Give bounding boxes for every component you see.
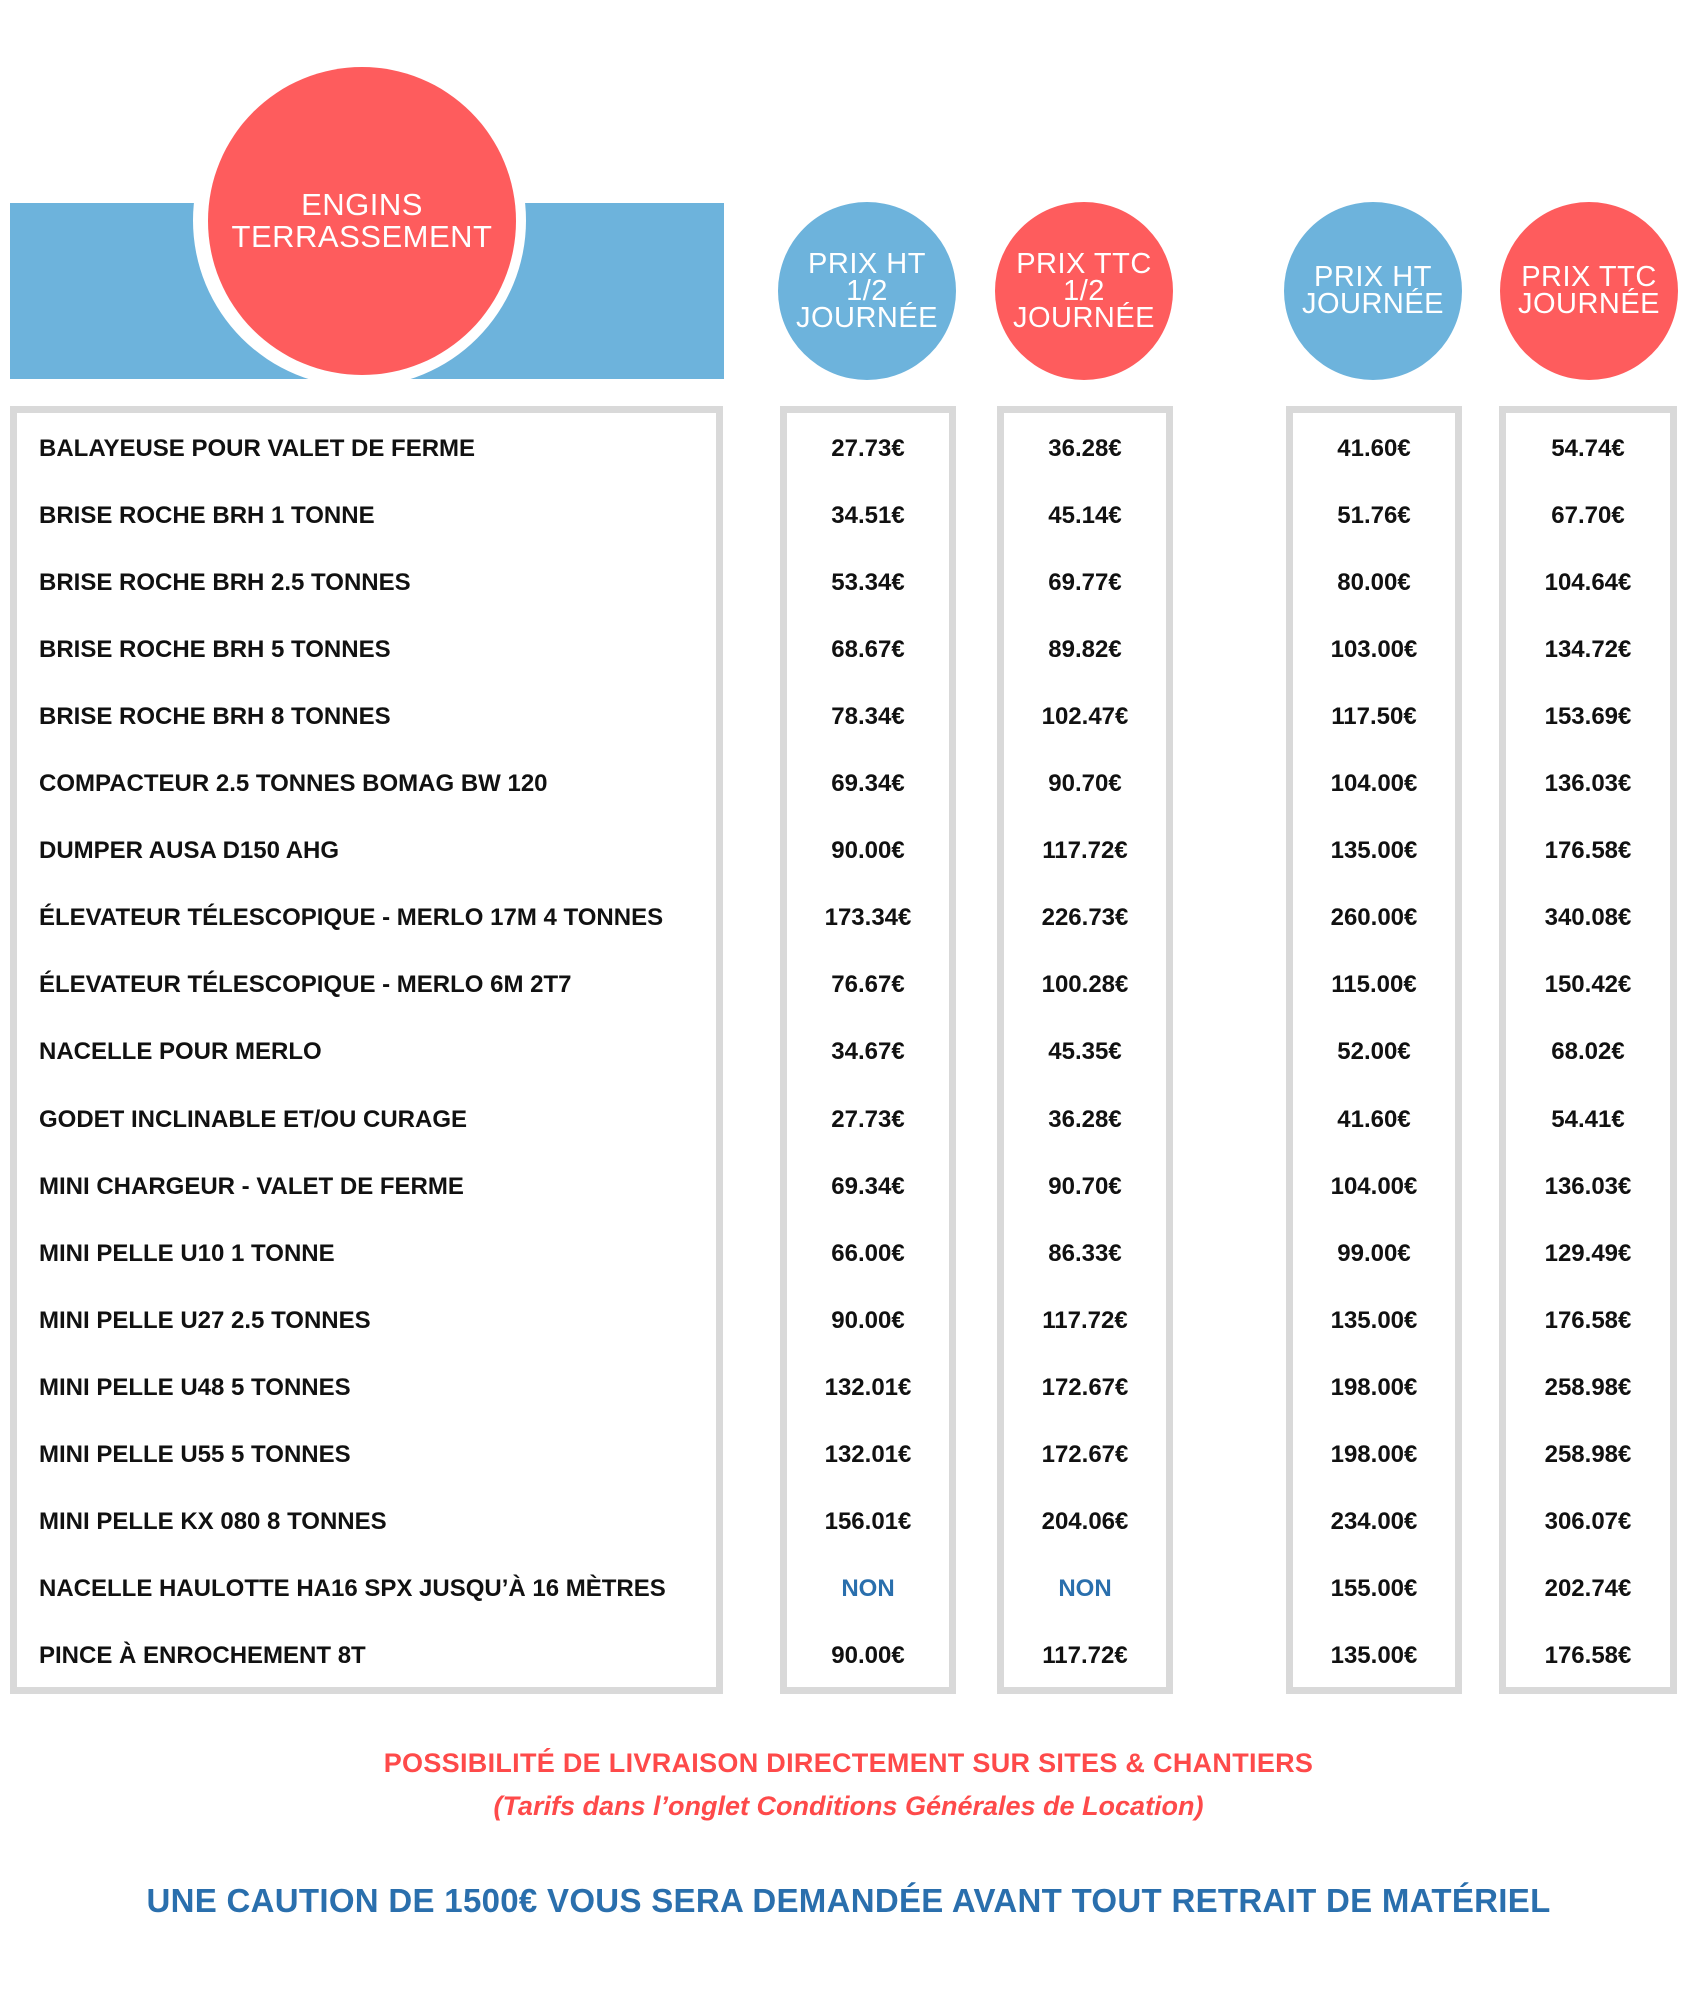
equipment-name: GODET INCLINABLE ET/OU CURAGE xyxy=(39,1105,468,1133)
price-ttc-day: 68.02€ xyxy=(1551,1038,1625,1066)
equipment-name: ÉLEVATEUR TÉLESCOPIQUE - MERLO 6M 2T7 xyxy=(39,971,572,999)
header-prix-ht-demi-journee xyxy=(778,202,956,380)
price-ttc-day: 202.74€ xyxy=(1544,1574,1632,1602)
price-ttc-day: 258.98€ xyxy=(1544,1440,1632,1468)
price-ttc-day: 67.70€ xyxy=(1551,502,1625,530)
price-ht-half-day: 34.67€ xyxy=(831,1038,905,1066)
price-ht-day: 260.00€ xyxy=(1330,904,1418,932)
price-ht-half-day: 68.67€ xyxy=(831,636,905,664)
price-ttc-day: 129.49€ xyxy=(1544,1239,1632,1267)
price-ht-day: 135.00€ xyxy=(1330,837,1418,865)
equipment-name: MINI PELLE U48 5 TONNES xyxy=(39,1373,351,1401)
equipment-name: BRISE ROCHE BRH 5 TONNES xyxy=(39,636,391,664)
equipment-name: MINI PELLE U27 2.5 TONNES xyxy=(39,1306,371,1334)
price-ttc-half-day: 89.82€ xyxy=(1048,636,1122,664)
price-ht-day-column xyxy=(1286,406,1462,1694)
price-ht-half-day: 90.00€ xyxy=(831,1306,905,1334)
price-ttc-day: 54.41€ xyxy=(1551,1105,1625,1133)
header-prix-ttc-journee xyxy=(1500,202,1678,380)
equipment-name: MINI CHARGEUR - VALET DE FERME xyxy=(39,1172,464,1200)
header-line: PRIX TTC xyxy=(1016,247,1152,280)
price-ttc-half-day: 204.06€ xyxy=(1041,1507,1129,1535)
equipment-name: MINI PELLE U10 1 TONNE xyxy=(39,1239,335,1267)
price-ttc-half-day: 172.67€ xyxy=(1041,1373,1129,1401)
equipment-name: ÉLEVATEUR TÉLESCOPIQUE - MERLO 17M 4 TONNES xyxy=(39,904,664,932)
header-line: JOURNÉE xyxy=(795,301,939,334)
title-inner xyxy=(208,67,516,375)
price-ttc-day: 136.03€ xyxy=(1544,770,1632,798)
price-ttc-day: 104.64€ xyxy=(1544,569,1632,597)
title-line-2: TERRASSEMENT xyxy=(231,219,493,254)
header-line: PRIX HT xyxy=(808,247,926,280)
price-ttc-day: 340.08€ xyxy=(1544,904,1632,932)
price-ht-day: 117.50€ xyxy=(1331,703,1417,731)
price-ht-half-day: 173.34€ xyxy=(824,904,912,932)
equipment-name: NACELLE POUR MERLO xyxy=(39,1038,322,1066)
price-ht-day: 198.00€ xyxy=(1330,1373,1418,1401)
price-ttc-day: 54.74€ xyxy=(1551,435,1625,462)
price-ht-half-day: 90.00€ xyxy=(831,1641,905,1669)
price-ht-day: 103.00€ xyxy=(1330,636,1418,664)
header-line: JOURNÉE xyxy=(1012,301,1156,334)
price-ht-day: 198.00€ xyxy=(1330,1440,1418,1468)
price-ttc-day: 153.69€ xyxy=(1544,703,1632,731)
deposit-notice: UNE CAUTION DE 1500€ VOUS SERA DEMANDÉE AVANT TOUT RETRAIT DE MATÉRIEL xyxy=(146,1882,1551,1919)
price-ttc-half-day: 90.70€ xyxy=(1048,770,1122,798)
price-ttc-half-day: 100.28€ xyxy=(1041,971,1129,999)
price-ht-half-day-column xyxy=(780,406,956,1694)
price-ht-half-day: 66.00€ xyxy=(831,1239,905,1267)
price-ht-day: 115.00€ xyxy=(1331,971,1417,999)
price-ht-day: 80.00€ xyxy=(1337,569,1411,597)
title-badge xyxy=(193,54,526,387)
header-line: JOURNÉE xyxy=(1517,288,1661,320)
delivery-terms-note: (Tarifs dans l’onglet Conditions Générales de Location) xyxy=(493,1791,1204,1821)
price-ttc-half-day: 45.35€ xyxy=(1048,1038,1122,1066)
price-ht-day: 41.60€ xyxy=(1337,1105,1411,1133)
price-ttc-half-day: 86.33€ xyxy=(1048,1239,1122,1267)
price-ht-half-day: 34.51€ xyxy=(831,502,905,530)
price-ht-day: 155.00€ xyxy=(1330,1574,1418,1602)
price-ht-half-day: 132.01€ xyxy=(824,1373,912,1401)
price-ttc-day: 150.42€ xyxy=(1544,971,1632,999)
price-ttc-half-day: 36.28€ xyxy=(1048,435,1122,462)
price-ttc-half-day: 90.70€ xyxy=(1048,1172,1122,1200)
price-ht-half-day: 27.73€ xyxy=(831,1105,905,1133)
delivery-notice: POSSIBILITÉ DE LIVRAISON DIRECTEMENT SUR SITES & CHANTIERS xyxy=(383,1748,1314,1778)
price-ht-half-day: 69.34€ xyxy=(831,1172,905,1200)
header-line: JOURNÉE xyxy=(1301,288,1445,320)
header-line: PRIX TTC xyxy=(1521,261,1657,293)
equipment-name: MINI PELLE U55 5 TONNES xyxy=(39,1440,351,1468)
price-ttc-half-day: 117.72€ xyxy=(1042,1306,1128,1334)
price-ttc-day: 176.58€ xyxy=(1544,1306,1632,1334)
equipment-name: PINCE À ENROCHEMENT 8T xyxy=(39,1641,366,1669)
price-ttc-half-day-column xyxy=(997,406,1173,1694)
price-ttc-half-day: NON xyxy=(1058,1574,1112,1602)
equipment-name: COMPACTEUR 2.5 TONNES BOMAG BW 120 xyxy=(39,770,548,798)
price-ht-half-day: 132.01€ xyxy=(824,1440,912,1468)
price-ht-day: 51.76€ xyxy=(1337,502,1411,530)
price-ttc-day: 134.72€ xyxy=(1544,636,1632,664)
equipment-name: DUMPER AUSA D150 AHG xyxy=(39,837,340,865)
equipment-name: BRISE ROCHE BRH 8 TONNES xyxy=(39,703,391,731)
price-ttc-day-column xyxy=(1499,406,1677,1694)
price-ht-day: 104.00€ xyxy=(1330,770,1418,798)
price-ht-half-day: NON xyxy=(841,1574,895,1602)
price-ht-half-day: 90.00€ xyxy=(831,837,905,865)
header-line: PRIX HT xyxy=(1314,261,1432,293)
price-ttc-half-day: 117.72€ xyxy=(1042,837,1128,865)
price-ht-half-day: 78.34€ xyxy=(831,703,905,731)
price-ht-day: 52.00€ xyxy=(1337,1038,1411,1066)
price-ht-day: 104.00€ xyxy=(1330,1172,1418,1200)
equipment-name: BRISE ROCHE BRH 1 TONNE xyxy=(39,502,375,530)
header-prix-ttc-demi-journee xyxy=(995,202,1173,380)
price-ttc-half-day: 69.77€ xyxy=(1048,569,1122,597)
price-ttc-half-day: 102.47€ xyxy=(1041,703,1129,731)
price-ttc-day: 258.98€ xyxy=(1544,1373,1632,1401)
price-ht-half-day: 76.67€ xyxy=(831,971,905,999)
title-line-1: ENGINS xyxy=(301,187,423,222)
price-ttc-half-day: 226.73€ xyxy=(1041,904,1129,932)
price-ht-day: 234.00€ xyxy=(1330,1507,1418,1535)
price-ttc-half-day: 117.72€ xyxy=(1042,1641,1128,1669)
equipment-name: MINI PELLE KX 080 8 TONNES xyxy=(39,1507,387,1535)
header-prix-ht-journee xyxy=(1284,202,1462,380)
header-line: 1/2 xyxy=(1063,274,1105,307)
price-ttc-half-day: 45.14€ xyxy=(1048,502,1122,530)
price-ttc-day: 136.03€ xyxy=(1544,1172,1632,1200)
price-ht-day: 99.00€ xyxy=(1337,1239,1411,1267)
equipment-name: BRISE ROCHE BRH 2.5 TONNES xyxy=(39,569,411,597)
price-ht-day: 135.00€ xyxy=(1330,1306,1418,1334)
price-ttc-day: 176.58€ xyxy=(1544,837,1632,865)
equipment-name: BALAYEUSE POUR VALET DE FERME xyxy=(39,435,476,462)
price-ttc-day: 306.07€ xyxy=(1544,1507,1632,1535)
equipment-name: NACELLE HAULOTTE HA16 SPX JUSQU’À 16 MÈTRES xyxy=(39,1574,666,1602)
equipment-names-column xyxy=(10,406,723,1694)
price-ht-day: 41.60€ xyxy=(1337,435,1411,462)
price-ht-day: 135.00€ xyxy=(1330,1641,1418,1669)
price-ttc-half-day: 172.67€ xyxy=(1041,1440,1129,1468)
price-ht-half-day: 53.34€ xyxy=(831,569,905,597)
price-ht-half-day: 69.34€ xyxy=(831,770,905,798)
price-ht-half-day: 27.73€ xyxy=(831,435,905,462)
header-line: 1/2 xyxy=(846,274,888,307)
price-ttc-day: 176.58€ xyxy=(1544,1641,1632,1669)
price-ht-half-day: 156.01€ xyxy=(824,1507,912,1535)
price-ttc-half-day: 36.28€ xyxy=(1048,1105,1122,1133)
